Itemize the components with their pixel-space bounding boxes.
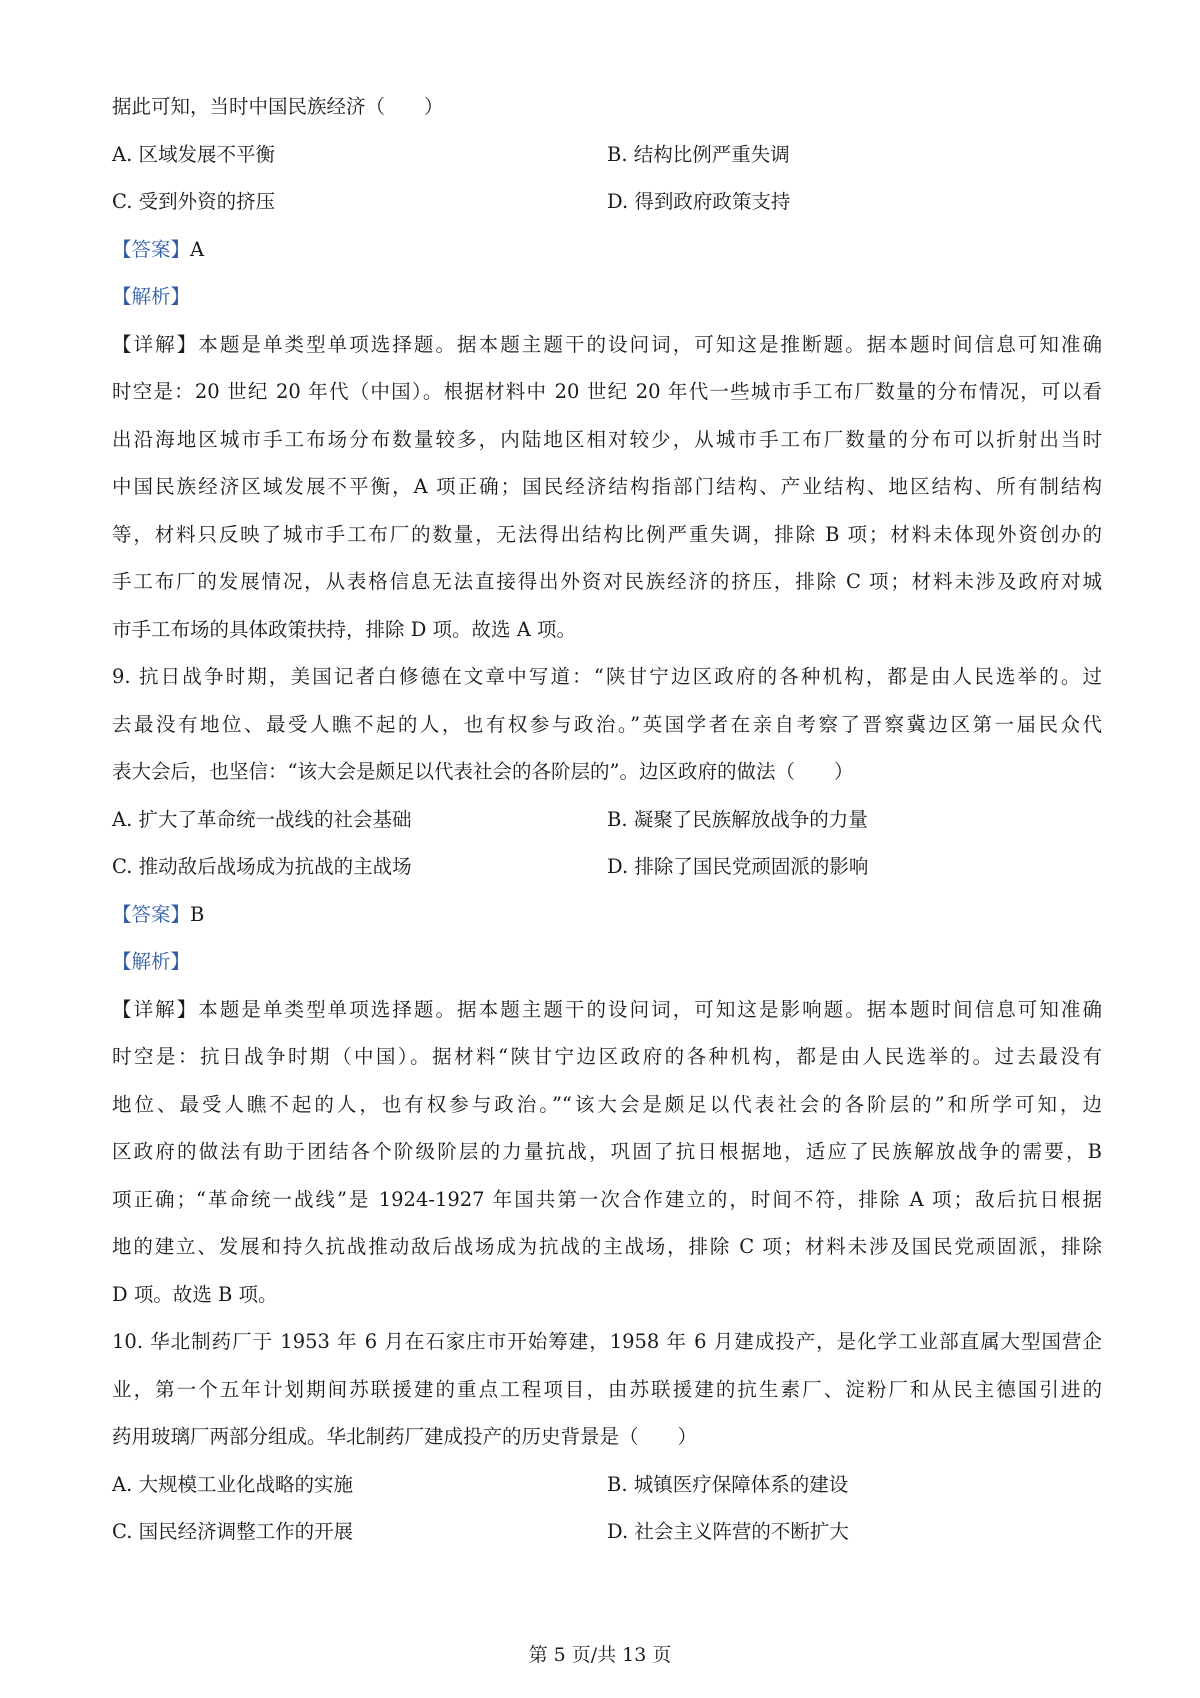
q8-answer-value: A — [190, 237, 205, 261]
q9-detail-line: 地位、最受人瞧不起的人，也有权参与政治。”“该大会是颇足以代表社会的各阶层的”和所学可知，边 — [112, 1092, 1102, 1116]
q9-option-c: C. 推动敌后战场成为抗战的主战场 — [112, 855, 412, 878]
q9-detail-text: 本题是单类型单项选择题。据本题主题干的设问词，可知这是影响题。据本题时间信息可知准确 — [198, 997, 1102, 1021]
page-content — [112, 92, 1102, 1565]
q9-detail-line: 项正确；“革命统一战线”是 1924-1927 年国共第一次合作建立的，时间不符，排除 A 项；敌后抗日根据 — [112, 1187, 1102, 1211]
q9-stem-line: 去最没有地位、最受人瞧不起的人，也有权参与政治。”英国学者在亲自考察了晋察冀边区第一届民众代 — [112, 712, 1102, 736]
q10-stem-line: 10. 华北制药厂于 1953 年 6 月在石家庄市开始筹建，1958 年 6 月建成投产，是化学工业部直属大型国营企 — [112, 1330, 1102, 1353]
q8-answer — [112, 235, 1102, 265]
answer-tag: 【答案】 — [112, 902, 191, 926]
answer-tag: 【答案】 — [112, 237, 191, 261]
q8-detail-line — [112, 330, 1102, 360]
q10-option-a: A. 大规模工业化战略的实施 — [112, 1472, 353, 1496]
q10-option-b: B. 城镇医疗保障体系的建设 — [607, 1472, 849, 1496]
q8-analysis-tag: 【解析】 — [112, 285, 191, 308]
q9-option-b: B. 凝聚了民族解放战争的力量 — [607, 807, 868, 831]
q10-option-c: C. 国民经济调整工作的开展 — [112, 1520, 354, 1543]
q9-options-row-1 — [112, 805, 1102, 835]
q8-detail-line: 中国民族经济区域发展不平衡，A 项正确；国民经济结构指部门结构、产业结构、地区结构、所有制结构 — [112, 475, 1102, 498]
q9-stem-line: 表大会后，也坚信：“该大会是颇足以代表社会的各阶层的”。边区政府的做法（ ） — [112, 760, 854, 783]
q8-stem-tail: 据此可知，当时中国民族经济（ ） — [112, 95, 444, 118]
q9-option-a: A. 扩大了革命统一战线的社会基础 — [112, 807, 412, 831]
q9-option-d: D. 排除了国民党顽固派的影响 — [607, 855, 869, 878]
q10-option-d: D. 社会主义阵营的不断扩大 — [607, 1520, 849, 1543]
q8-detail-line: 时空是：20 世纪 20 年代（中国）。根据材料中 20 世纪 20 年代一些城市手工布厂数量的分布情况，可以看 — [112, 380, 1102, 403]
q8-detail-text: 本题是单类型单项选择题。据本题主题干的设问词，可知这是推断题。据本题时间信息可知准确 — [198, 332, 1102, 356]
q9-detail-line: 地的建立、发展和持久抗战推动敌后战场成为抗战的主战场，排除 C 项；材料未涉及国民党顽固派，排除 — [112, 1235, 1102, 1258]
q9-detail-line — [112, 995, 1102, 1025]
q8-option-b: B. 结构比例严重失调 — [607, 142, 790, 166]
q8-option-a: A. 区域发展不平衡 — [112, 142, 275, 166]
q9-stem-line: 9. 抗日战争时期，美国记者白修德在文章中写道：“陕甘宁边区政府的各种机构，都是由人民选举的。过 — [112, 665, 1102, 688]
q10-stem-line: 药用玻璃厂两部分组成。华北制药厂建成投产的历史背景是（ ） — [112, 1425, 698, 1448]
q10-options-row-2 — [112, 1517, 1102, 1547]
q9-answer-value: B — [190, 902, 205, 926]
q8-options-row-1 — [112, 140, 1102, 170]
q10-options-row-1 — [112, 1470, 1102, 1500]
detail-tag: 【详解】 — [112, 997, 199, 1021]
q9-analysis-tag: 【解析】 — [112, 950, 191, 973]
detail-tag: 【详解】 — [112, 332, 199, 356]
q8-detail-line: 出沿海地区城市手工布场分布数量较多，内陆地区相对较少，从城市手工布厂数量的分布可以折射出当时 — [112, 427, 1102, 451]
q9-options-row-2 — [112, 852, 1102, 882]
q9-detail-line: 时空是：抗日战争时期（中国）。据材料“陕甘宁边区政府的各种机构，都是由人民选举的。过去最没有 — [112, 1045, 1102, 1068]
page-footer: 第 5 页/共 13 页 — [528, 1644, 672, 1666]
q8-options-row-2 — [112, 187, 1102, 217]
q8-detail-line: 市手工布场的具体政策扶持，排除 D 项。故选 A 项。 — [112, 617, 577, 641]
q8-detail-line: 等，材料只反映了城市手工布厂的数量，无法得出结构比例严重失调，排除 B 项；材料未体现外资创办的 — [112, 522, 1102, 546]
q9-detail-line: D 项。故选 B 项。 — [112, 1282, 278, 1306]
q9-answer — [112, 900, 1102, 930]
q8-option-c: C. 受到外资的挤压 — [112, 190, 276, 213]
q8-detail-line: 手工布厂的发展情况，从表格信息无法直接得出外资对民族经济的挤压，排除 C 项；材料未涉及政府对城 — [112, 570, 1102, 593]
q8-option-d: D. 得到政府政策支持 — [607, 190, 791, 213]
q9-detail-line: 区政府的做法有助于团结各个阶级阶层的力量抗战，巩固了抗日根据地，适应了民族解放战争的需要，B — [112, 1140, 1102, 1163]
q10-stem-line: 业，第一个五年计划期间苏联援建的重点工程项目，由苏联援建的抗生素厂、淀粉厂和从民主德国引进的 — [112, 1377, 1102, 1401]
